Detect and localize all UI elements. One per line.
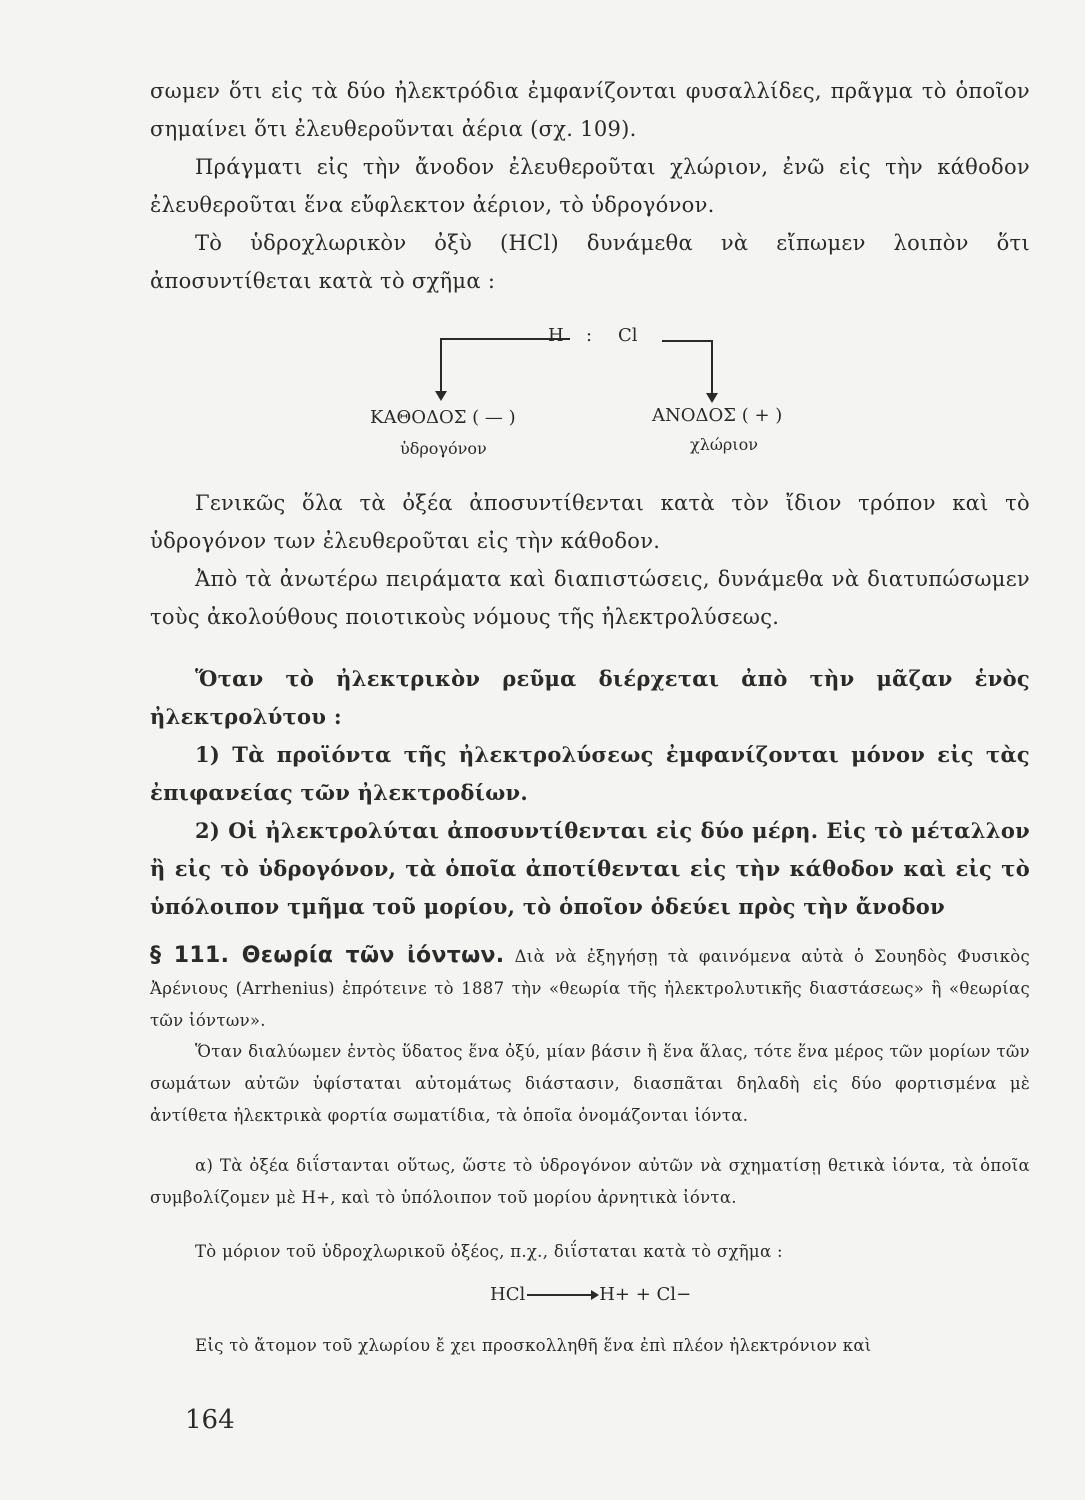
anode-arrow-icon (706, 393, 718, 403)
anode-product: χλώριον (690, 435, 758, 454)
cathode-label: ΚΑΘΟΔΟΣ ( — ) (370, 407, 516, 428)
section-text: Διὰ νὰ ἐξηγήσῃ τὰ φαινόμενα αὐτὰ ὁ Σουηδὸς Φυσικὸς Ἀρένιους (Arrhenius) ἐπρότεινε τὸ 1887 τὴν «θεωρία τῆς ἠλεκτρολυτικῆς διαστάσεως» ἢ «θεωρίας τῶν ἰόντων». (150, 947, 1031, 1030)
equation-right: H+ + Cl− (599, 1284, 692, 1305)
hydrogen-symbol: H (548, 325, 564, 346)
right-bracket-top (662, 340, 712, 342)
section-111 (150, 940, 1030, 1037)
section-heading: § 111. Θεωρία τῶν ἰόντων. (150, 943, 505, 968)
cathode-arrow-icon (435, 391, 447, 401)
paragraph-3: Τὸ ὑδροχλωρικὸν ὀξὺ (HCl) δυνάμεθα νὰ εἴπωμεν λοιπὸν ὅτι ἀποσυντίθεται κατὰ τὸ σχῆμα : (150, 231, 1030, 293)
right-bracket-vertical (711, 340, 713, 395)
reaction-arrow-icon (527, 1294, 597, 1296)
paragraph-6: Ὅταν διαλύωμεν ἐντὸς ὕδατος ἕνα ὀξύ, μίαν βάσιν ἢ ἕνα ἅλας, τότε ἕνα μέρος τῶν μορίων τῶν σωμάτων αὐτῶν ὑφίσταται αὐτομάτως διάστασιν, διασπᾶται δηλαδὴ εἰς δύο φορτισμένα μὲ ἀντίθετα ἠλεκτρικὰ φορτία σωματίδια, τὰ ὁποῖα ὀνομάζονται ἰόντα. (150, 1042, 1030, 1125)
dissociation-equation (490, 1284, 691, 1305)
page-number: 164 (185, 1405, 235, 1435)
equation-left: HCl (490, 1284, 526, 1305)
bond-colon: : (586, 325, 593, 346)
paragraph-4: Γενικῶς ὅλα τὰ ὀξέα ἀποσυντίθενται κατὰ τὸν ἴδιον τρόπον καὶ τὸ ὑδρογόνον των ἐλευθεροῦται εἰς τὴν κάθοδον. (150, 491, 1030, 553)
law-intro: Ὅταν τὸ ἠλεκτρικὸν ρεῦμα διέρχεται ἀπὸ τὴν μᾶζαν ἑνὸς ἠλεκτρολύτου : (150, 666, 1030, 729)
paragraph-9: Εἰς τὸ ἄτομον τοῦ χλωρίου ἔ χει προσκολληθῆ ἕνα ἐπὶ πλέον ἠλεκτρόνιον καὶ (195, 1336, 872, 1355)
anode-label: ΑΝΟΔΟΣ ( + ) (652, 405, 783, 426)
chlorine-symbol: Cl (618, 325, 638, 346)
electrolysis-diagram (350, 305, 830, 475)
paragraph-7: α) Τὰ ὀξέα διΐστανται οὕτως, ὥστε τὸ ὑδρογόνον αὐτῶν νὰ σχηματίσῃ θετικὰ ἰόντα, τὰ ὁποῖα συμβολίζομεν μὲ H+, καὶ τὸ ὑπόλοιπον τοῦ μορίου ἀρνητικὰ ἰόντα. (150, 1156, 1030, 1207)
left-bracket-vertical (440, 338, 442, 393)
paragraph-1: σωμεν ὅτι εἰς τὰ δύο ἠλεκτρόδια ἐμφανίζονται φυσαλλίδες, πρᾶγμα τὸ ὁποῖον σημαίνει ὅτι ἐλευθεροῦνται ἀέρια (σχ. 109). (150, 79, 1030, 141)
law-2: 2) Οἱ ἠλεκτρολύται ἀποσυντίθενται εἰς δύο μέρη. Εἰς τὸ μέταλλον ἢ εἰς τὸ ὑδρογόνον, τὰ ὁποῖα ἀποτίθενται εἰς τὴν κάθοδον καὶ εἰς τὸ ὑπόλοιπον τμῆμα τοῦ μορίου, τὸ ὁποῖον ὁδεύει πρὸς τὴν ἄνοδον (150, 818, 1030, 919)
paragraph-5: Ἀπὸ τὰ ἀνωτέρω πειράματα καὶ διαπιστώσεις, δυνάμεθα νὰ διατυπώσωμεν τοὺς ἀκολούθους ποιοτικοὺς νόμους τῆς ἠλεκτρολύσεως. (150, 567, 1030, 629)
paragraph-8: Τὸ μόριον τοῦ ὑδροχλωρικοῦ ὀξέος, π.χ., διΐσταται κατὰ τὸ σχῆμα : (195, 1242, 783, 1261)
paragraph-2: Πράγματι εἰς τὴν ἄνοδον ἐλευθεροῦται χλώριον, ἐνῶ εἰς τὴν κάθοδον ἐλευθεροῦται ἕνα εὔφλεκτον ἀέριον, τὸ ὑδρογόνον. (150, 155, 1030, 217)
cathode-product: ὑδρογόνον (400, 439, 487, 458)
law-1: 1) Τὰ προϊόντα τῆς ἠλεκτρολύσεως ἐμφανίζονται μόνον εἰς τὰς ἐπιφανείας τῶν ἠλεκτροδίων. (150, 742, 1030, 805)
